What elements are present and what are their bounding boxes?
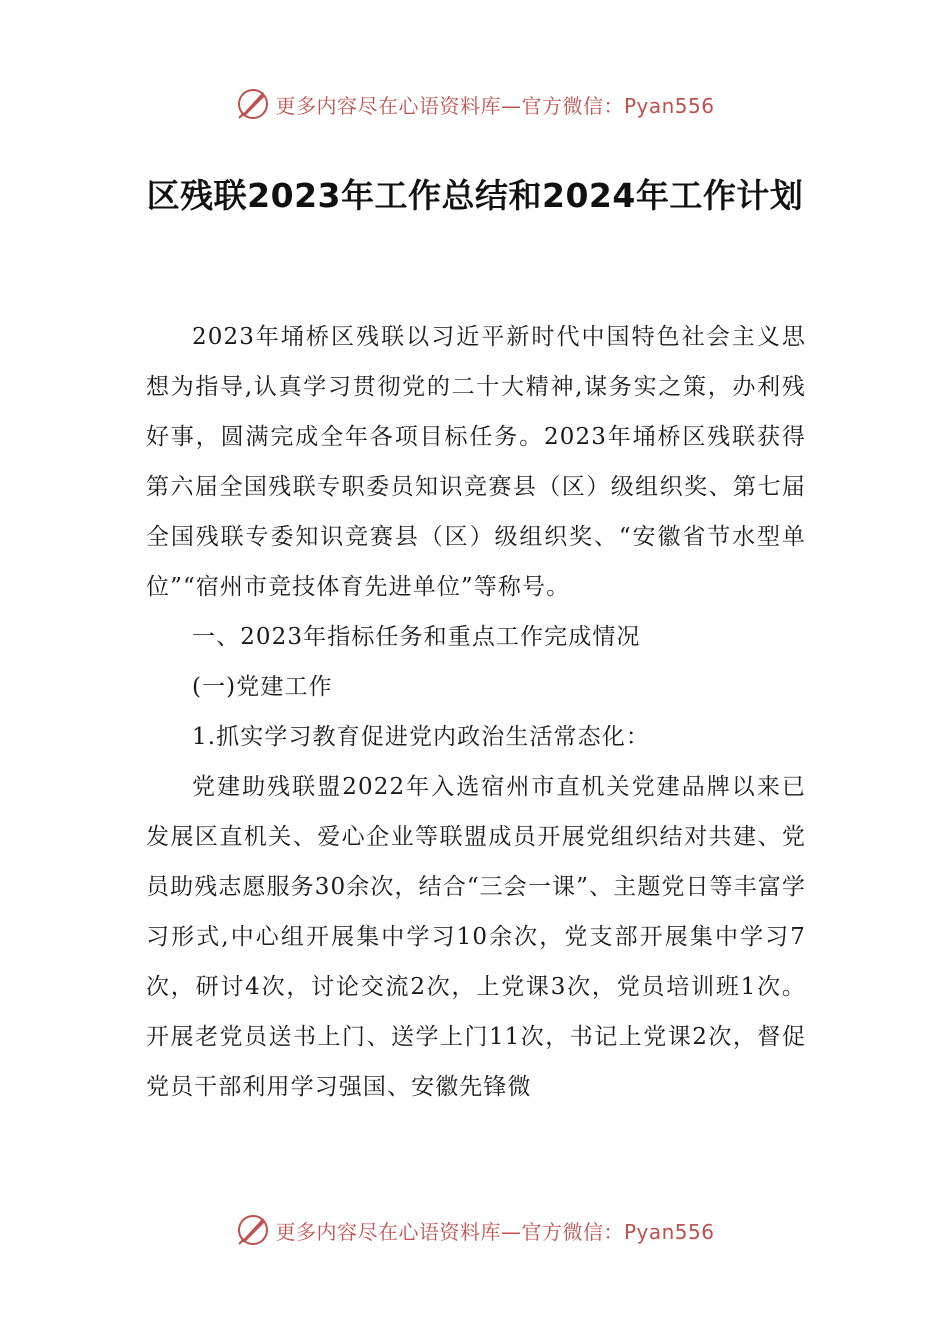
watermark-text: 更多内容尽在心语资料库—官方微信：Pyan556 (275, 93, 715, 118)
watermark-text: 更多内容尽在心语资料库—官方微信：Pyan556 (275, 1219, 715, 1244)
quill-pen-icon (235, 1212, 271, 1248)
section-heading-1: 一、2023年指标任务和重点工作完成情况 (192, 624, 641, 650)
paragraph-intro: 2023年埇桥区残联以习近平新时代中国特色社会主义思想为指导,认真学习贯彻党的二十大精神,谋务实之策，办利残好事，圆满完成全年各项目标任务。2023年埇桥区残联获得第六届全国残联专职委员知识竞赛县（区）级组织奖、第七届全国残联专委知识竞赛县（区）级组织奖、“安徽省节水型单位”“宿州市竞技体育先进单位”等称号。 (146, 324, 806, 600)
paragraph-party-building: 党建助残联盟2022年入选宿州市直机关党建品牌以来已发展区直机关、爱心企业等联盟成员开展党组织结对共建、党员助残志愿服务30余次，结合“三会一课”、主题党日等丰富学习形式,中心组开展集中学习10余次，党支部开展集中学习7次，研讨4次，讨论交流2次，上党课3次，党员培训班1次。开展老党员送书上门、送学上门11次，书记上党课2次，督促党员干部利用学习强国、安徽先锋微 (146, 774, 806, 1100)
document-title: 区残联2023年工作总结和2024年工作计划 (146, 176, 804, 215)
item-heading-1: 1.抓实学习教育促进党内政治生活常态化： (192, 724, 650, 750)
quill-pen-icon (235, 86, 271, 122)
footer-watermark (0, 1210, 950, 1250)
document-body (146, 312, 806, 1112)
subsection-heading-party: (一)党建工作 (192, 674, 333, 700)
header-watermark (0, 84, 950, 124)
